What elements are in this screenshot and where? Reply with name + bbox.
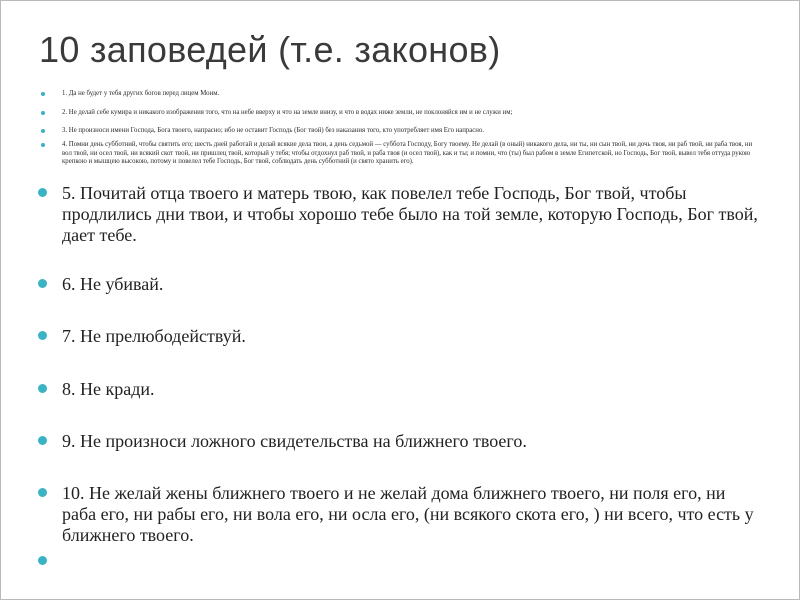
bullet-icon: [38, 188, 47, 197]
commandment-text: 4. Помни день субботний, чтобы святить его; шесть дней работай и делай всякие дела твои, а день седьмой — суббота Господу, Богу твоему. Не делай (в оный) никакого дела, ни ты, ни сын твой, ни дочь твоя, ни раб твой, ни раба твоя, ни вол твой, ни осел твой, ни всякий скот твой, ни пришлец твой, который у тебя; чтобы отдохнул раб твой, и раба твоя (и осел твой), как и ты; и помни, что (ты) был рабом в земле Египетской, но Господь, Бог твой, вывел тебя оттуда рукою крепкою и мышцею высокою, потому и повелел тебе Господь, Бог твой, соблюдать день субботний (и свято хранить его).: [62, 141, 753, 165]
commandment-4: [38, 141, 758, 167]
bullet-icon: [41, 111, 45, 115]
bullet-icon: [41, 92, 45, 96]
commandment-text: 5. Почитай отца твоего и матерь твою, как повелел тебе Господь, Бог твой, чтобы продлились дни твои, и чтобы хорошо тебе было на той земле, которую Господь, Бог твой, дает тебе.: [62, 183, 758, 245]
bullet-icon: [38, 556, 47, 565]
commandment-2: [38, 109, 758, 118]
commandment-6: [38, 274, 758, 295]
commandment-10: [38, 483, 758, 546]
bullet-icon: [41, 129, 45, 133]
commandment-text: 2. Не делай себе кумира и никакого изображения того, что на небе вверху и что на земле внизу, и что в водах ниже земли, не поклоняйся им и не служи им;: [62, 109, 513, 116]
commandment-9: [38, 431, 758, 452]
commandment-7: [38, 326, 758, 347]
commandment-text: 9. Не произноси ложного свидетельства на ближнего твоего.: [62, 431, 527, 451]
commandment-text: 10. Не желай жены ближнего твоего и не желай дома ближнего твоего, ни поля его, ни раба его, ни рабы его, ни вола его, ни осла его, (ни всякого скота его, ) ни всего, что есть у ближнего твоего.: [62, 483, 754, 545]
bullet-icon: [38, 384, 47, 393]
commandment-5: [38, 183, 758, 246]
bullet-icon: [38, 279, 47, 288]
commandment-8: [38, 379, 758, 400]
bullet-icon: [41, 143, 45, 147]
commandment-text: 8. Не кради.: [62, 379, 155, 399]
commandment-text: 6. Не убивай.: [62, 274, 164, 294]
commandment-1: [38, 90, 758, 99]
bullet-icon: [38, 436, 47, 445]
commandment-text: 1. Да не будет у тебя других богов перед лицем Моим.: [62, 90, 220, 97]
bullet-icon: [38, 331, 47, 340]
commandment-3: [38, 127, 758, 136]
commandment-text: 7. Не прелюбодействуй.: [62, 326, 246, 346]
commandment-text: 3. Не произноси имени Господа, Бога твоего, напрасно; ибо не оставит Господь (Бог твой) без наказания того, кто употребляет имя Его напрасно.: [62, 127, 485, 134]
slide-title: 10 заповедей (т.е. законов): [39, 29, 501, 70]
bullet-icon: [38, 488, 47, 497]
